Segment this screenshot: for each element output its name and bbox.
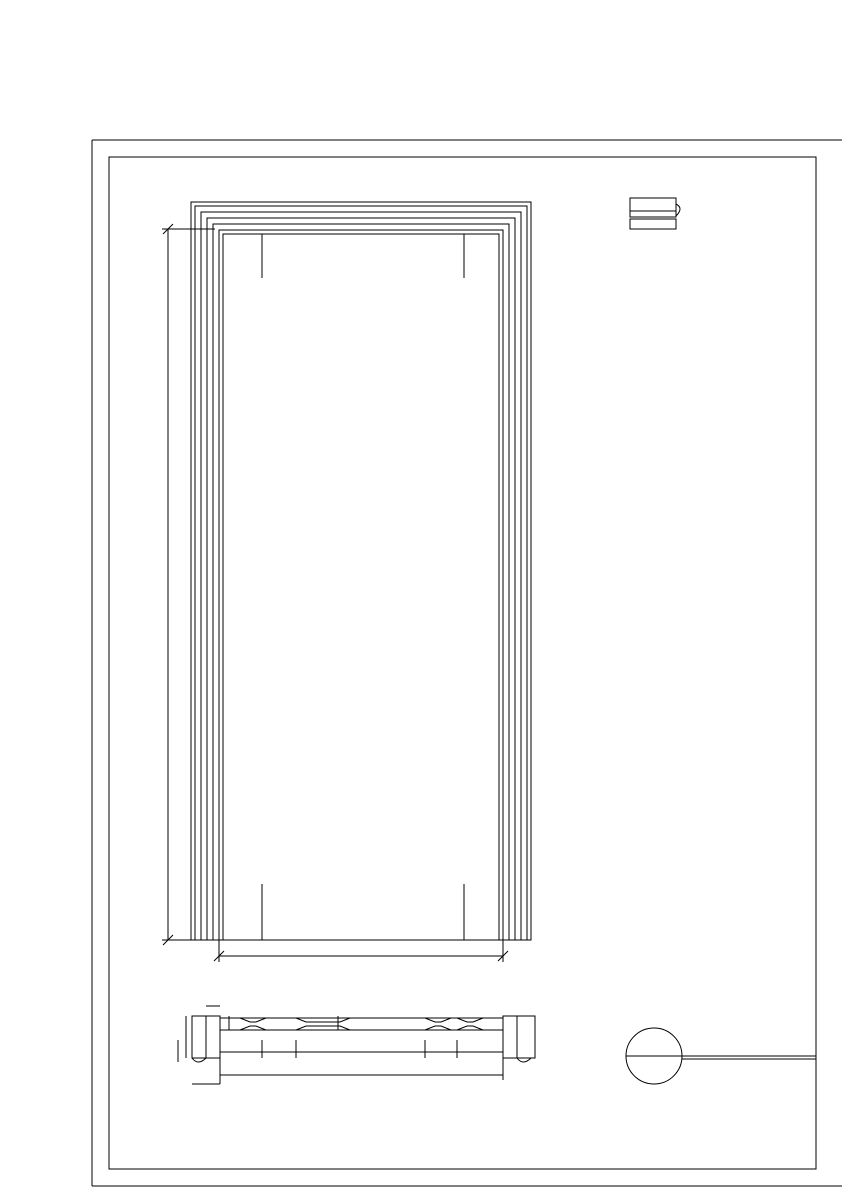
plan-section: [192, 1016, 535, 1062]
vertical-section: [630, 198, 680, 229]
door-elevation: [191, 202, 531, 940]
width-dimension: [214, 940, 508, 962]
sheet-border: [92, 140, 842, 1186]
title-block: [626, 1028, 816, 1084]
